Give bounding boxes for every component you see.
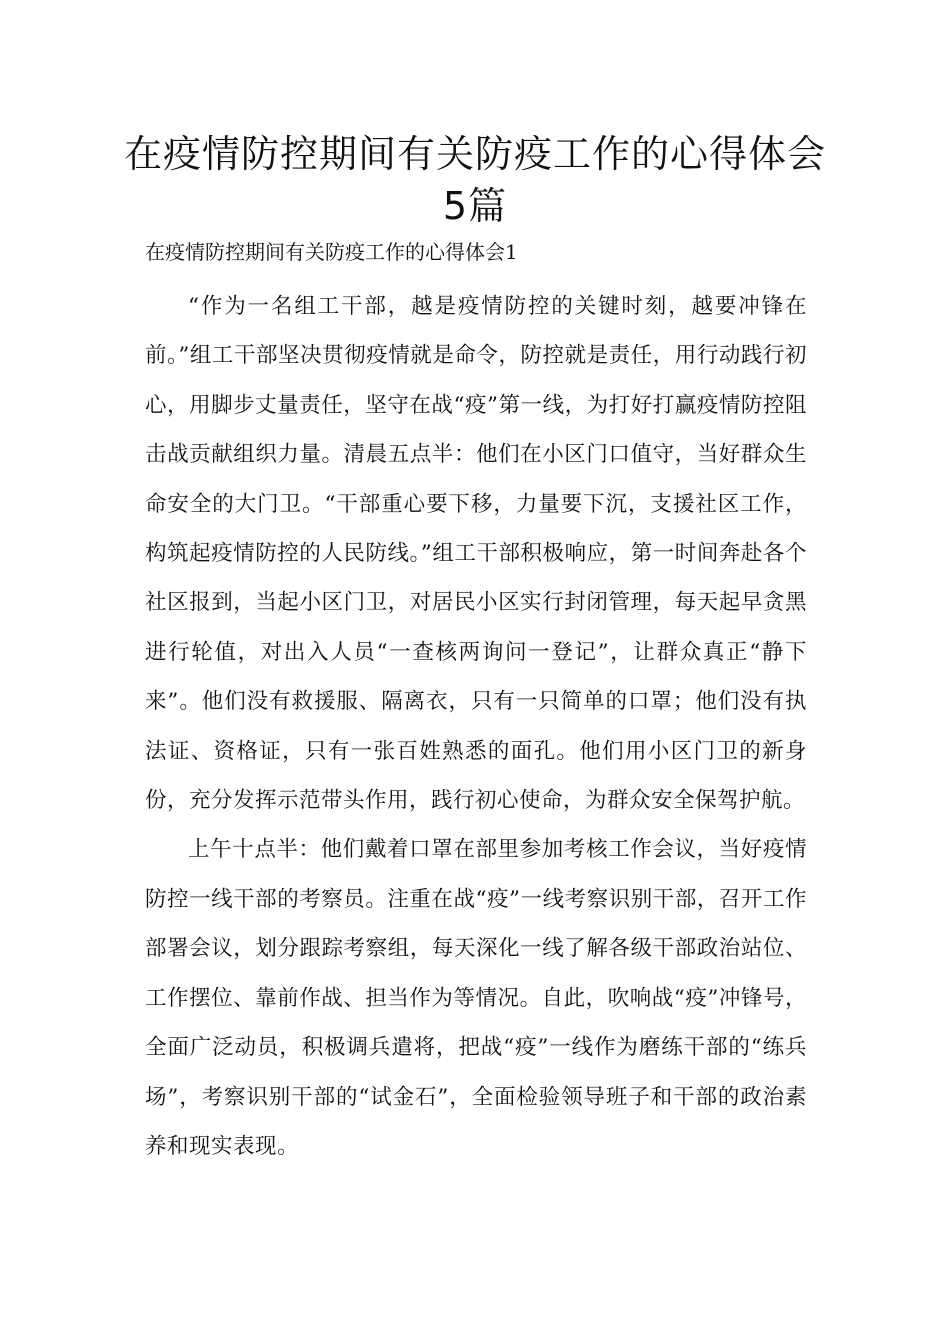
document-body	[145, 282, 807, 1171]
paragraph-1: “作为一名组工干部，越是疫情防控的关键时刻，越要冲锋在前。”组工干部坚决贯彻疫情就是命令，防控就是责任，用行动践行初心，用脚步丈量责任，坚守在战“疫”第一线，为打好打赢疫情防控阻击战贡献组织力量。清晨五点半：他们在小区门口值守，当好群众生命安全的大门卫。“干部重心要下移，力量要下沉，支援社区工作，构筑起疫情防控的人民防线。”组工干部积极响应，第一时间奔赴各个社区报到，当起小区门卫，对居民小区实行封闭管理，每天起早贪黑进行轮值，对出入人员“一查核两询问一登记”，让群众真正“静下来”。他们没有救援服、隔离衣，只有一只简单的口罩；他们没有执法证、资格证，只有一张百姓熟悉的面孔。他们用小区门卫的新身份，充分发挥示范带头作用，践行初心使命，为群众安全保驾护航。	[145, 294, 807, 814]
paragraph-2: 上午十点半：他们戴着口罩在部里参加考核工作会议，当好疫情防控一线干部的考察员。注重在战“疫”一线考察识别干部，召开工作部署会议，划分跟踪考察组，每天深化一线了解各级干部政治站位、工作摆位、靠前作战、担当作为等情况。自此，吹响战“疫”冲锋号，全面广泛动员，积极调兵遣将，把战“疫”一线作为磨练干部的“练兵场”，考察识别干部的“试金石”，全面检验领导班子和干部的政治素养和现实表现。	[145, 837, 807, 1159]
document-title: 在疫情防控期间有关防疫工作的心得体会5篇	[123, 132, 826, 228]
section-heading: 在疫情防控期间有关防疫工作的心得体会1	[145, 240, 518, 264]
